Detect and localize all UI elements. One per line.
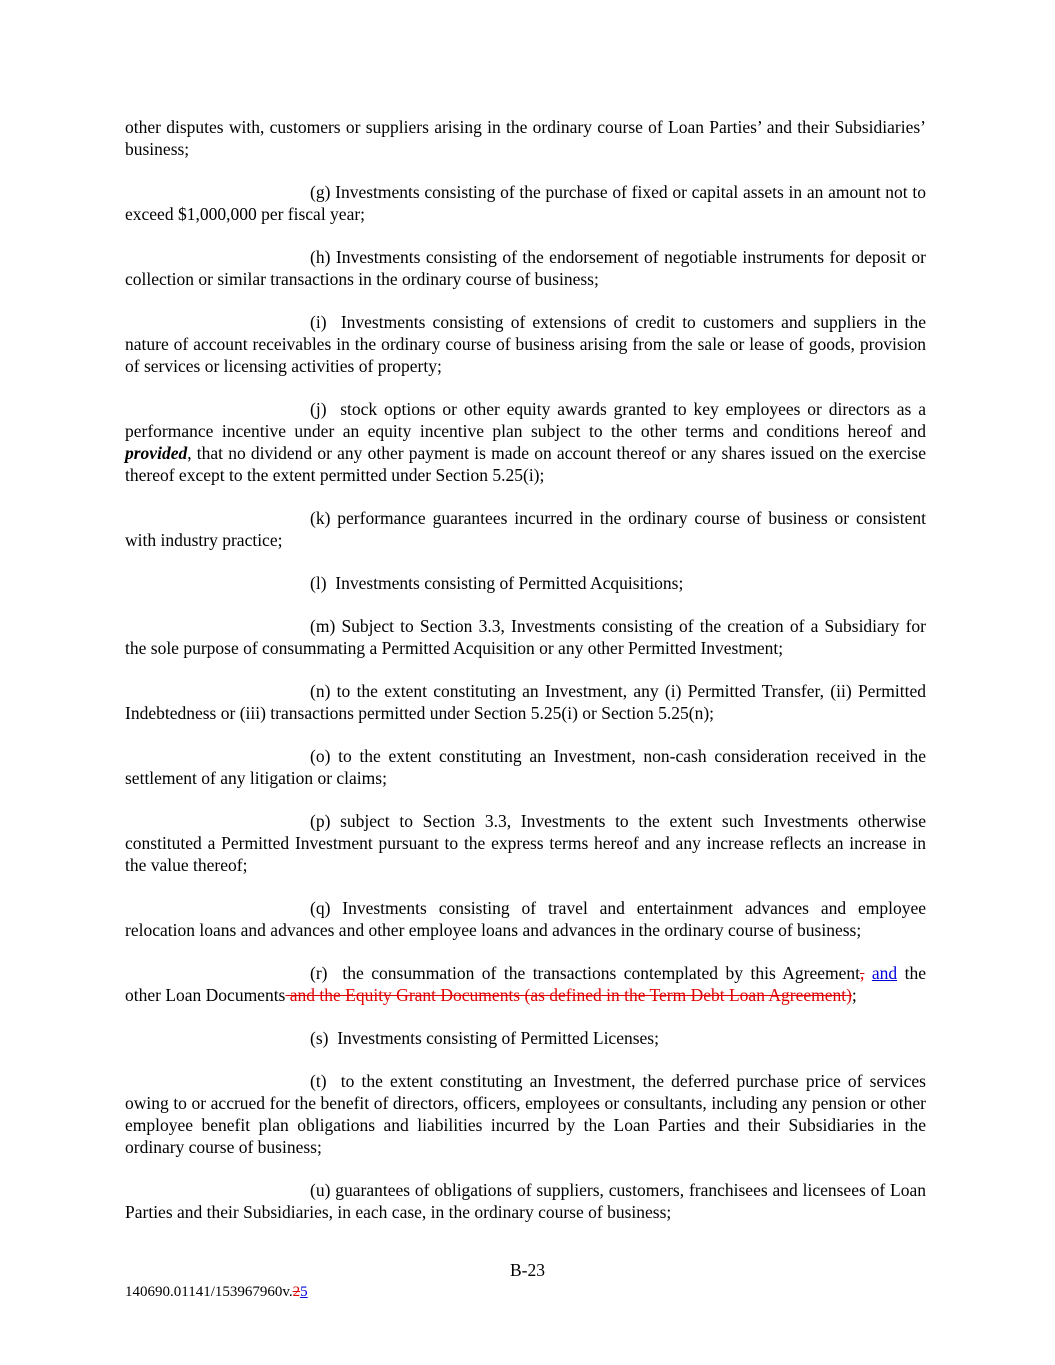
paragraph-item-r <box>125 962 926 1006</box>
text-segment-normal: (o) to the extent constituting an Investment, non-cash consideration received in the settlement of any litigation or claims; <box>125 746 926 788</box>
text-segment-del: and the Equity Grant Documents (as defined in the Term Debt Loan Agreement) <box>285 985 852 1005</box>
paragraph-item-m <box>125 615 926 659</box>
paragraph-item-u <box>125 1179 926 1223</box>
text-segment-normal: 140690.01141/153967960v. <box>125 1284 293 1300</box>
paragraph-item-i <box>125 311 926 377</box>
paragraph-item-q <box>125 897 926 941</box>
text-segment-normal: , that no dividend or any other payment is made on account thereof or any shares issued on the exercise thereof except to the extent permitted under Section 5.25(i); <box>125 443 926 485</box>
paragraph-item-o <box>125 745 926 789</box>
text-segment-normal: (r) the consummation of the transactions contemplated by this Agreement <box>310 963 861 983</box>
text-segment-normal: (i) Investments consisting of extensions of credit to customers and suppliers in the nature of account receivables in the ordinary course of business arising from the sale or lease of goods, provision of services or licensing activities of property; <box>125 312 926 376</box>
text-segment-normal: (q) Investments consisting of travel and entertainment advances and employee relocation loans and advances and other employee loans and advances in the ordinary course of business; <box>125 898 926 940</box>
text-segment-del: 2 <box>292 1284 301 1300</box>
text-segment-normal: (k) performance guarantees incurred in the ordinary course of business or consistent with industry practice; <box>125 508 926 550</box>
text-segment-del: , <box>860 963 865 983</box>
document-body <box>125 116 926 1244</box>
paragraph-item-l <box>125 572 926 594</box>
paragraph-item-k <box>125 507 926 551</box>
text-segment-ins: and <box>871 963 898 983</box>
text-segment-normal <box>864 963 871 983</box>
text-segment-normal: (u) guarantees of obligations of suppliers, customers, franchisees and licensees of Loan Parties and their Subsidiaries, in each case, in the ordinary course of business; <box>125 1180 926 1222</box>
paragraph-item-n <box>125 680 926 724</box>
text-segment-bold-italic: provided <box>125 443 188 463</box>
paragraph-item-t <box>125 1070 926 1158</box>
paragraph-item-j <box>125 398 926 486</box>
paragraph-item-h <box>125 246 926 290</box>
text-segment-normal: ; <box>851 985 857 1005</box>
text-segment-normal: (l) Investments consisting of Permitted Acquisitions; <box>310 573 684 593</box>
text-segment-normal: (p) subject to Section 3.3, Investments to the extent such Investments otherwise constituted a Permitted Investment pursuant to the express terms hereof and any increase reflects an increase in the value thereof; <box>125 811 926 875</box>
page-number: B-23 <box>510 1260 545 1280</box>
text-segment-normal: (m) Subject to Section 3.3, Investments consisting of the creation of a Subsidiary for the sole purpose of consummating a Permitted Acquisition or any other Permitted Investment; <box>125 616 926 658</box>
text-segment-normal: other disputes with, customers or suppliers arising in the ordinary course of Loan Parties’ and their Subsidiaries’ business; <box>125 117 926 159</box>
text-segment-ins: 5 <box>300 1284 308 1300</box>
footer-doc-id <box>125 1283 308 1302</box>
text-segment-normal: (h) Investments consisting of the endorsement of negotiable instruments for deposit or collection or similar transactions in the ordinary course of business; <box>125 247 926 289</box>
paragraph-item-g <box>125 181 926 225</box>
paragraph-item-s <box>125 1027 926 1049</box>
paragraph-continuation <box>125 116 926 160</box>
text-segment-normal: (j) stock options or other equity awards granted to key employees or directors as a performance incentive under an equity incentive plan subject to the other terms and conditions hereof and <box>125 399 926 441</box>
paragraph-item-p <box>125 810 926 876</box>
text-segment-normal: (s) Investments consisting of Permitted Licenses; <box>310 1028 659 1048</box>
text-segment-normal: (n) to the extent constituting an Investment, any (i) Permitted Transfer, (ii) Permitted Indebtedness or (iii) transactions permitted under Section 5.25(i) or Section 5.25(n); <box>125 681 926 723</box>
text-segment-normal: (g) Investments consisting of the purchase of fixed or capital assets in an amount not to exceed $1,000,000 per fiscal year; <box>125 182 926 224</box>
text-segment-normal: (t) to the extent constituting an Investment, the deferred purchase price of services owing to or accrued for the benefit of directors, officers, employees or consultants, including any pension or other employee benefit plan obligations and liabilities incurred by the Loan Parties and their Subsidiaries in the ordinary course of business; <box>125 1071 926 1157</box>
text-segment-normal: the other Loan Documents <box>125 963 927 1005</box>
